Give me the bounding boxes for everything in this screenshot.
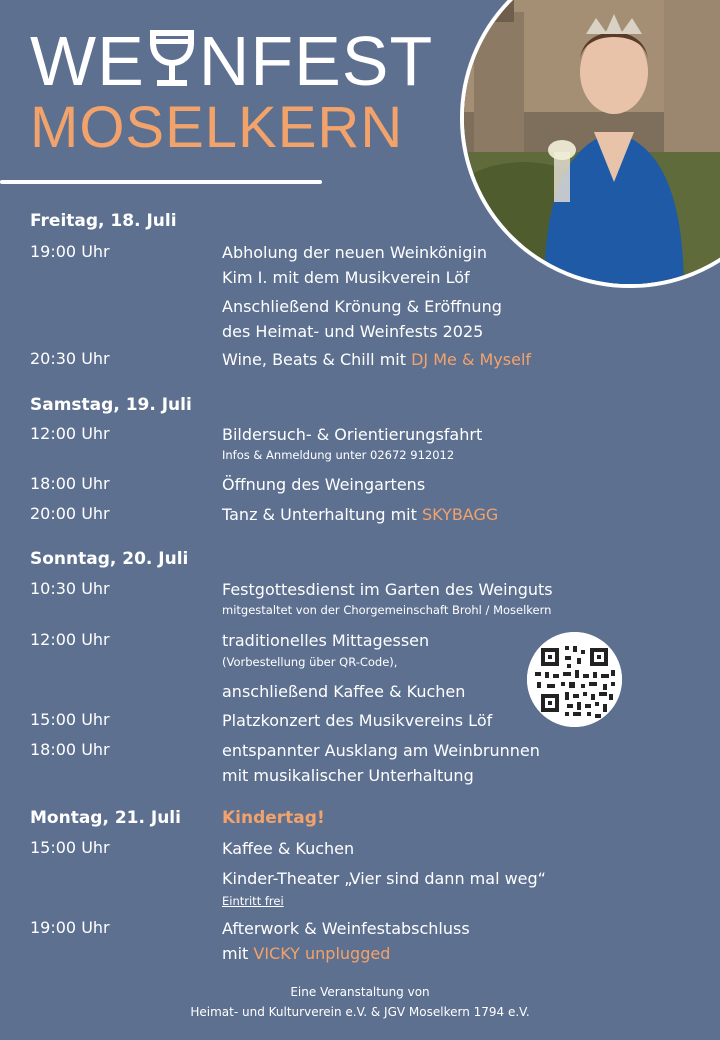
monday-event1-info: Eintritt frei <box>222 894 284 908</box>
wine-queen-photo <box>460 0 720 288</box>
saturday-event3-band: SKYBAGG <box>421 505 499 524</box>
footer-line1: Eine Veranstaltung von <box>290 985 430 999</box>
saturday-event1-info: Infos & Anmeldung unter 02672 912012 <box>222 448 455 462</box>
sunday-event1-time: 10:30 Uhr <box>30 579 110 598</box>
title-part1: WE <box>30 22 145 100</box>
saturday-event3-desc <box>222 502 498 527</box>
friday-event1-line4: des Heimat- und Weinfests 2025 <box>222 322 484 341</box>
friday-event1-line2: Kim I. mit dem Musikverein Löf <box>222 268 470 287</box>
sunday-event1-text: Festgottesdienst im Garten des Weinguts <box>222 580 553 599</box>
monday-event2-line2-wrap <box>222 941 390 966</box>
monday-event1-text2: Kinder-Theater „Vier sind dann mal weg“ <box>222 869 546 888</box>
sunday-event3-text: Platzkonzert des Musikvereins Löf <box>222 711 493 730</box>
sunday-event4-line1: entspannter Ausklang am Weinbrunnen <box>222 741 540 760</box>
sunday-event2-info: (Vorbestellung über QR-Code), <box>222 655 398 669</box>
monday-event2-line2: mit <box>222 944 254 963</box>
title-divider <box>0 180 322 184</box>
title-moselkern: MOSELKERN <box>30 95 404 160</box>
friday-heading: Freitag, 18. Juli <box>30 211 177 231</box>
monday-event2-artist: VICKY unplugged <box>253 944 391 963</box>
saturday-event1-text: Bildersuch- & Orientierungsfahrt <box>222 425 483 444</box>
monday-event2-time: 19:00 Uhr <box>30 918 110 937</box>
sunday-event4-line2: mit musikalischer Unterhaltung <box>222 766 474 785</box>
sunday-event3-time: 15:00 Uhr <box>30 710 110 729</box>
saturday-event3-time: 20:00 Uhr <box>30 504 110 523</box>
saturday-heading: Samstag, 19. Juli <box>30 395 192 415</box>
saturday-event2-time: 18:00 Uhr <box>30 474 110 493</box>
footer-line2: Heimat- und Kulturverein e.V. & JGV Moselkern 1794 e.V. <box>190 1005 530 1019</box>
saturday-event2-text: Öffnung des Weingartens <box>222 475 426 494</box>
monday-heading: Montag, 21. Juli <box>30 808 181 828</box>
saturday-event3-text: Tanz & Unterhaltung mit <box>222 505 422 524</box>
friday-event2-dj: DJ Me & Myself <box>411 350 532 369</box>
monday-kindertag: Kindertag! <box>222 808 325 828</box>
friday-event1-line1: Abholung der neuen Weinkönigin <box>222 243 487 262</box>
title-part2: NFEST <box>198 22 434 100</box>
sunday-event4-time: 18:00 Uhr <box>30 740 110 759</box>
sunday-heading: Sonntag, 20. Juli <box>30 549 189 569</box>
friday-event2-desc <box>222 347 531 372</box>
qr-code-icon[interactable] <box>527 632 622 727</box>
sunday-event2-text2: anschließend Kaffee & Kuchen <box>222 682 466 701</box>
friday-event1-line3: Anschließend Krönung & Eröffnung <box>222 297 502 316</box>
sunday-event2-time: 12:00 Uhr <box>30 630 110 649</box>
wine-glass-icon <box>147 29 197 89</box>
saturday-event1-time: 12:00 Uhr <box>30 424 110 443</box>
sunday-event2-text: traditionelles Mittagessen <box>222 631 430 650</box>
monday-event1-time: 15:00 Uhr <box>30 838 110 857</box>
monday-event2-line1: Afterwork & Weinfestabschluss <box>222 919 470 938</box>
title-weinfest <box>30 22 434 100</box>
sunday-event1-info: mitgestaltet von der Chorgemeinschaft Brohl / Moselkern <box>222 603 552 617</box>
friday-event1-time: 19:00 Uhr <box>30 242 110 261</box>
monday-event1-text: Kaffee & Kuchen <box>222 839 355 858</box>
friday-event2-time: 20:30 Uhr <box>30 349 110 368</box>
friday-event2-text: Wine, Beats & Chill mit <box>222 350 412 369</box>
